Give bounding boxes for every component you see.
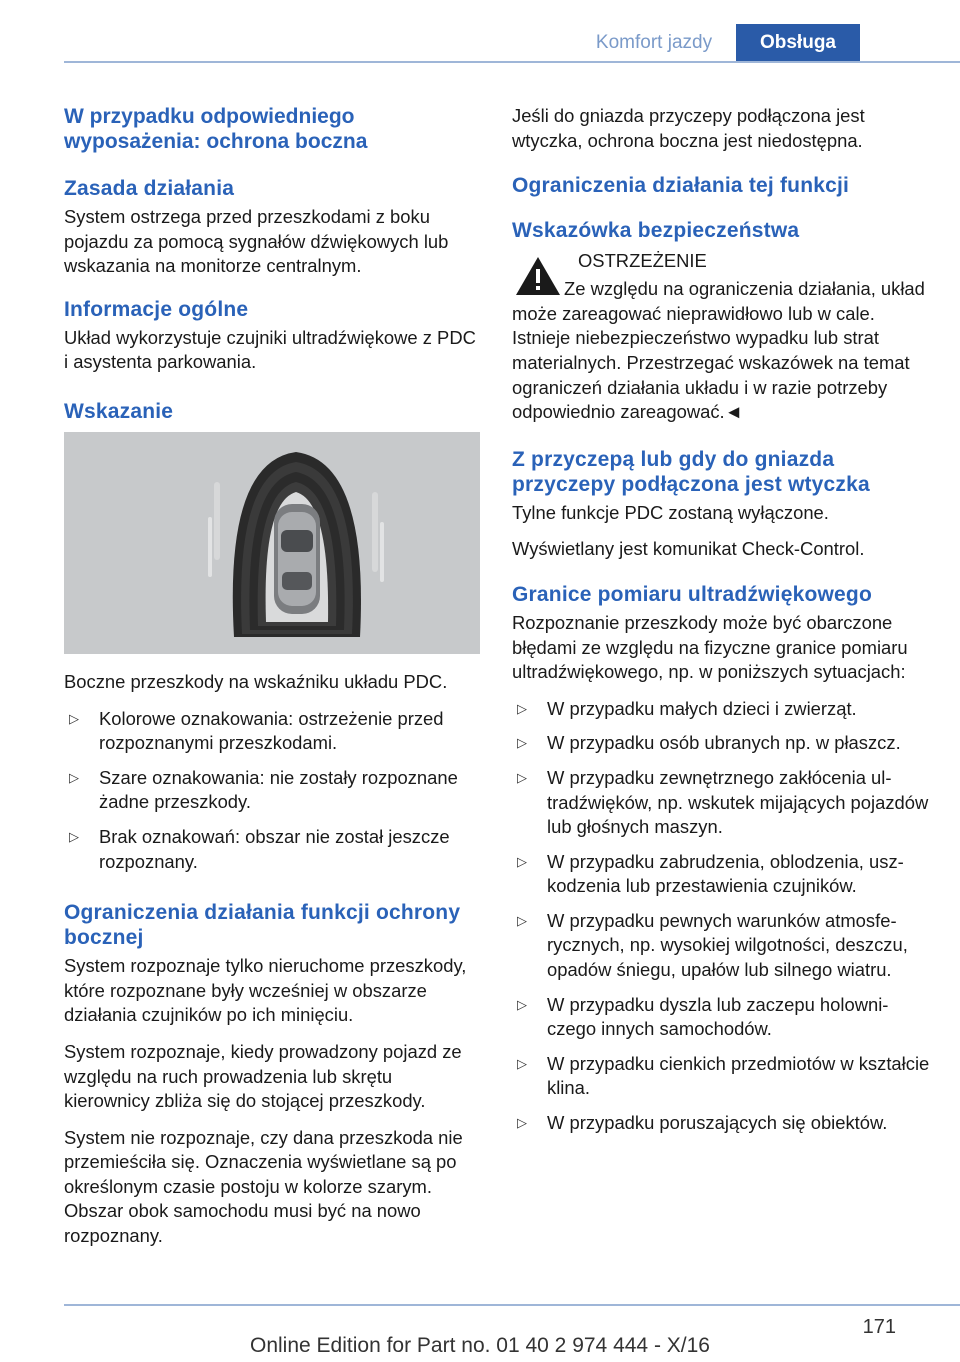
page-number: 171 (862, 1316, 896, 1338)
limits-paragraph-2: System rozpoznaje, kiedy prowadzony pojazd ze względu na ruch prowadzenia lub skrętu kierownicy zbliża się do stojącej przeszkody. (64, 1040, 462, 1112)
list-item: ▷ W przypadku poruszających się obiektów. (512, 1111, 930, 1136)
indicator-list (64, 707, 480, 875)
section-title: W przypadku odpowiedniego wyposażenia: ochrona boczna (64, 105, 368, 153)
right-column (512, 104, 930, 1148)
footer-divider (64, 1304, 960, 1306)
info-text: Układ wykorzystuje czujniki ultradźwiękowe z PDC i asystenta parkowania. (64, 326, 476, 373)
zasada-heading: Zasada działania (64, 177, 235, 200)
header-section-tab[interactable]: Komfort jazdy (595, 32, 713, 53)
safety-heading: Wskazówka bezpieczeństwa (512, 219, 800, 243)
footer-edition: Online Edition for Part no. 01 40 2 974 444 - X/16 (250, 1334, 710, 1357)
list-item: ▷ W przypadku zabrudzenia, oblodzenia, uszkodzenia lub przestawienia czujników. (512, 850, 930, 899)
limits-paragraph-3: System nie rozpoznaje, czy dana przeszkoda nie przemieściła się. Oznaczenia wyświetlane są po określonym czasie postoju w kolorze szarym. Obszar obok samochodu musi być na nowo rozpoznany. (64, 1126, 463, 1247)
list-item: ▷ W przypadku osób ubranych np. w płaszcz. (512, 731, 930, 756)
header-divider (64, 61, 960, 63)
pdc-display-figure (64, 432, 480, 654)
list-item: ▷ W przypadku zewnętrznego zakłócenia ultradźwięków, np. wskutek mijających pojazdów lub głośnych maszyn. (512, 766, 930, 840)
list-item: ▷ W przypadku pewnych warunków atmosferycznych, np. wysokiej wilgotności, deszczu, opadów śniegu, upałów lub silnego wiatru. (512, 909, 930, 983)
warning-text: Ze względu na ograniczenia działania, układ może zareagować nieprawidłowo lub w cale. Istnieje niebezpieczeństwo wypadku lub strat materialnych. Przestrzegać wskazówek na temat ograniczeń działania układu i w razie potrzeby odpowiednio zareagować.◄ (512, 278, 925, 423)
ultrasonic-list (512, 697, 930, 1136)
trailer-text-2: Wyświetlany jest komunikat Check-Control. (512, 538, 865, 560)
zasada-text: System ostrzega przed przeszkodami z boku pojazdu za pomocą sygnałów dźwiękowych lub wskazania na monitorze centralnym. (64, 206, 449, 277)
info-heading: Informacje ogólne (64, 297, 249, 321)
header-chapter-tab[interactable]: Obsługa (736, 24, 860, 62)
list-item: ▷ Brak oznakowań: obszar nie został jeszcze rozpoznany. (64, 825, 480, 874)
trailer-text-1: Tylne funkcje PDC zostaną wyłączone. (512, 501, 829, 523)
limits-heading: Ograniczenia działania funkcji ochrony bocznej (64, 901, 461, 950)
limits-paragraph-1: System rozpoznaje tylko nieruchome przeszkody, które rozpoznane były wcześniej w obszarze działania czujników po ich minięciu. (64, 955, 467, 1026)
wskazanie-heading: Wskazanie (64, 399, 174, 423)
list-item: ▷ Kolorowe oznakowania: ostrzeżenie przed rozpoznanymi przeszkodami. (64, 707, 480, 756)
list-item: ▷ Szare oznakowania: nie zostały rozpoznane żadne przeszkody. (64, 766, 480, 815)
warning-triangle-icon (512, 251, 564, 299)
ultrasonic-text: Rozpoznanie przeszkody może być obarczone błędami ze względu na fizyczne granice pomiaru ultradźwiękowego, np. w poniższych sytuacjach: (512, 611, 908, 683)
list-item: ▷ W przypadku dyszla lub zaczepu holowniczego innych samochodów. (512, 993, 930, 1042)
list-item: ▷ W przypadku małych dzieci i zwierząt. (512, 697, 930, 722)
warning-title: OSTRZEŻENIE (578, 250, 707, 272)
left-column (64, 100, 480, 1261)
function-limits-heading: Ograniczenia działania tej funkcji (512, 174, 850, 198)
intro-text: Jeśli do gniazda przyczepy podłączona jest wtyczka, ochrona boczna jest niedostępna. (512, 105, 865, 151)
trailer-heading: Z przyczepą lub gdy do gniazda przyczepy podłączona jest wtyczka (512, 447, 870, 496)
figure-caption: Boczne przeszkody na wskaźniku układu PDC. (64, 670, 448, 692)
pdc-display-illustration (64, 432, 480, 654)
list-item: ▷ W przypadku cienkich przedmiotów w kształcie klina. (512, 1052, 930, 1101)
ultrasonic-heading: Granice pomiaru ultradźwiękowego (512, 582, 872, 606)
